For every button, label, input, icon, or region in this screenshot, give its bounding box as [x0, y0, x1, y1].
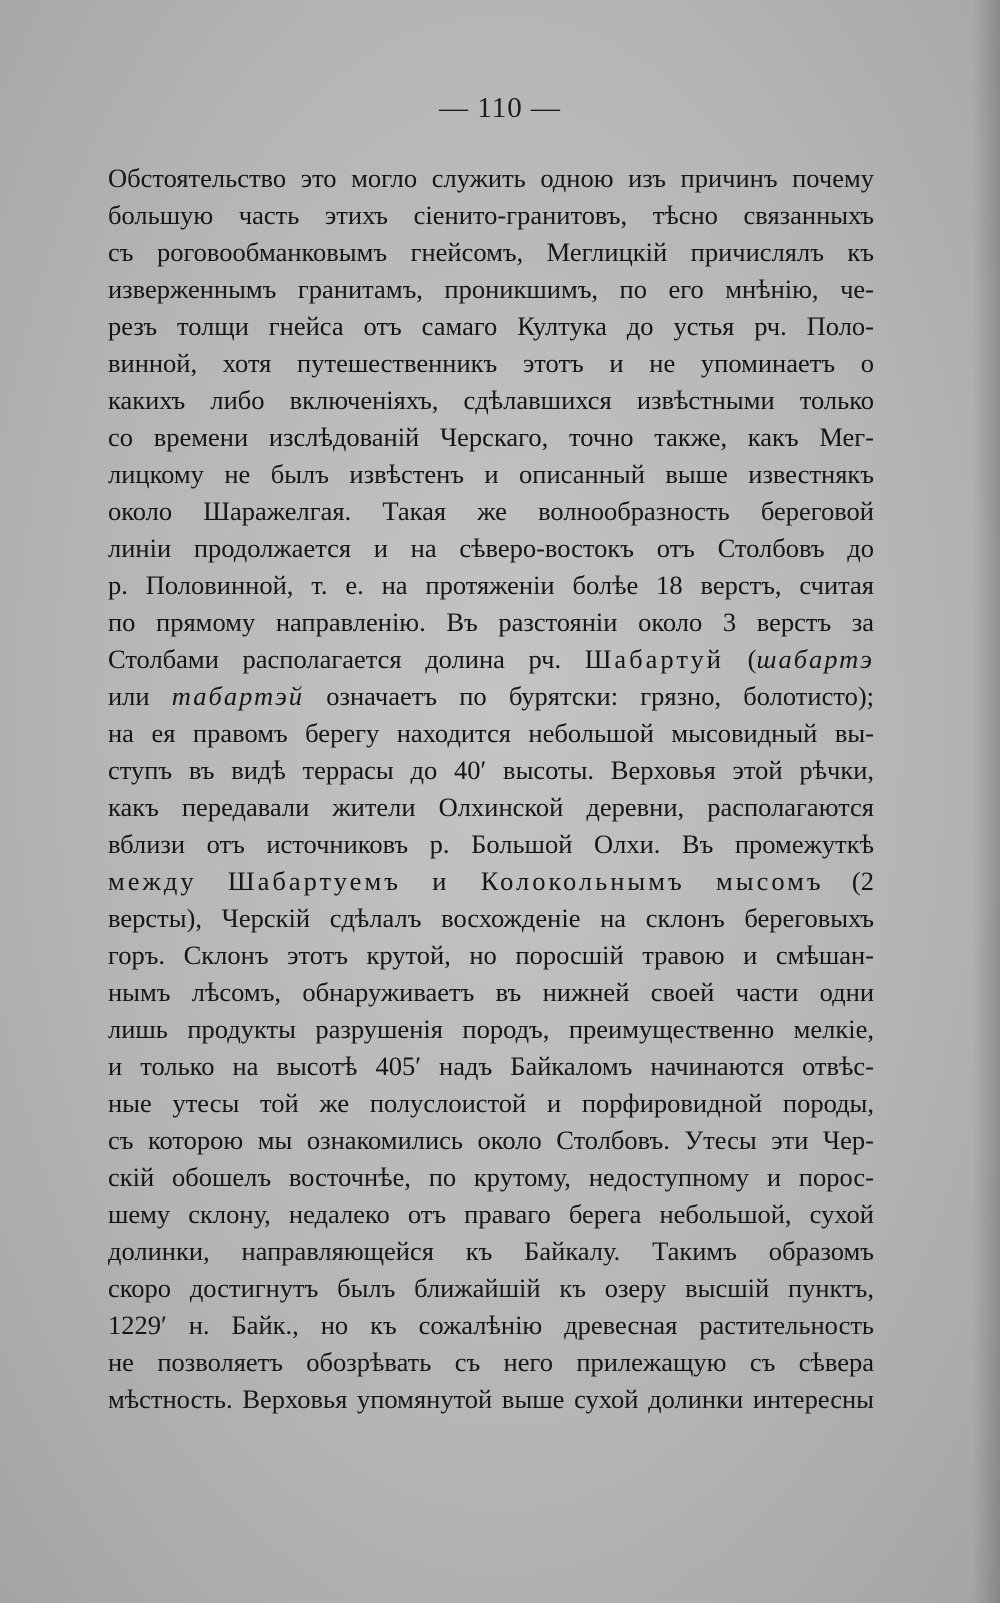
- body-text: [108, 160, 874, 1418]
- text-line: линіи продолжается и на сѣверо-востокъ отъ Столбовъ до: [108, 533, 874, 563]
- text-run: означаетъ по бурятски: грязно, болотисто);: [304, 681, 874, 711]
- text-line: скій обошелъ восточнѣе, по крутому, недоступному и порос-: [108, 1162, 874, 1192]
- text-run: Столбами располагается долина рч.: [108, 644, 585, 674]
- text-line: не позволяетъ обозрѣвать съ него прилежащую съ сѣвера: [108, 1347, 874, 1377]
- text-line: долинки, направляющейся къ Байкалу. Такимъ образомъ: [108, 1236, 874, 1266]
- text-line: изверженнымъ гранитамъ, проникшимъ, по его мнѣнію, че-: [108, 274, 874, 304]
- text-line-mixed: [108, 641, 874, 678]
- text-line: вблизи отъ источниковъ р. Большой Олхи. Въ промежуткѣ: [108, 829, 874, 859]
- text-line: версты), Черскій сдѣлалъ восхожденіе на склонъ береговыхъ: [108, 903, 874, 933]
- text-run: или: [108, 681, 172, 711]
- text-line: мѣстность. Верховья упомянутой выше сухой долинки интересны: [108, 1384, 874, 1414]
- text-run: (2: [823, 866, 874, 896]
- text-line: 1229′ н. Байк., но къ сожалѣнію древесная растительность: [108, 1310, 874, 1340]
- text-line: резъ толщи гнейса отъ самаго Култука до устья рч. Поло-: [108, 311, 874, 341]
- text-line: съ которою мы ознакомились около Столбовъ. Утесы эти Чер-: [108, 1125, 874, 1155]
- italic-term: табартэй: [171, 681, 305, 711]
- text-line: ступъ въ видѣ террасы до 40′ высоты. Верховья этой рѣчки,: [108, 755, 874, 785]
- text-line: по прямому направленію. Въ разстояніи около 3 верстъ за: [108, 607, 874, 637]
- italic-term: шабартэ: [756, 644, 874, 674]
- text-line: Обстоятельство это могло служить одною изъ причинъ почему: [108, 163, 874, 193]
- text-run: (: [724, 644, 757, 674]
- text-line: какихъ либо включеніяхъ, сдѣлавшихся извѣстными только: [108, 385, 874, 415]
- text-line: р. Половинной, т. е. на протяженіи болѣе 18 верстъ, считая: [108, 570, 874, 600]
- text-line-mixed: [108, 863, 874, 900]
- text-line: съ роговообманковымъ гнейсомъ, Меглицкій причислялъ къ: [108, 237, 874, 267]
- text-line-mixed: [108, 678, 874, 715]
- text-line: и только на высотѣ 405′ надъ Байкаломъ начинаются отвѣс-: [108, 1051, 874, 1081]
- text-line: скоро достигнутъ былъ ближайшій къ озеру высшій пунктъ,: [108, 1273, 874, 1303]
- text-line: нымъ лѣсомъ, обнаруживаетъ въ нижней своей части одни: [108, 977, 874, 1007]
- text-line: шему склону, недалеко отъ праваго берега небольшой, сухой: [108, 1199, 874, 1229]
- spaced-term: между Шабартуемъ и Колокольнымъ мысомъ: [108, 866, 824, 896]
- text-line: какъ передавали жители Олхинской деревни, располагаются: [108, 792, 874, 822]
- text-line: винной, хотя путешественникъ этотъ и не упоминаетъ о: [108, 348, 874, 378]
- text-line: со времени изслѣдованій Черскаго, точно также, какъ Мег-: [108, 422, 874, 452]
- page-number: — 110 —: [439, 92, 561, 124]
- text-line: большую часть этихъ сіенито-гранитовъ, тѣсно связанныхъ: [108, 200, 874, 230]
- text-line: лишь продукты разрушенія породъ, преимущественно мелкіе,: [108, 1014, 874, 1044]
- text-line: на ея правомъ берегу находится небольшой мысовидный вы-: [108, 718, 874, 748]
- text-line: горъ. Склонъ этотъ крутой, но поросшій травою и смѣшан-: [108, 940, 874, 970]
- spaced-term: Шабартуй: [584, 644, 724, 674]
- text-line: ные утесы той же полуслоистой и порфировидной породы,: [108, 1088, 874, 1118]
- text-line: лицкому не былъ извѣстенъ и описанный выше известнякъ: [108, 459, 874, 489]
- page-edge-shadow: [972, 0, 1000, 1603]
- text-line: около Шаражелгая. Такая же волнообразность береговой: [108, 496, 874, 526]
